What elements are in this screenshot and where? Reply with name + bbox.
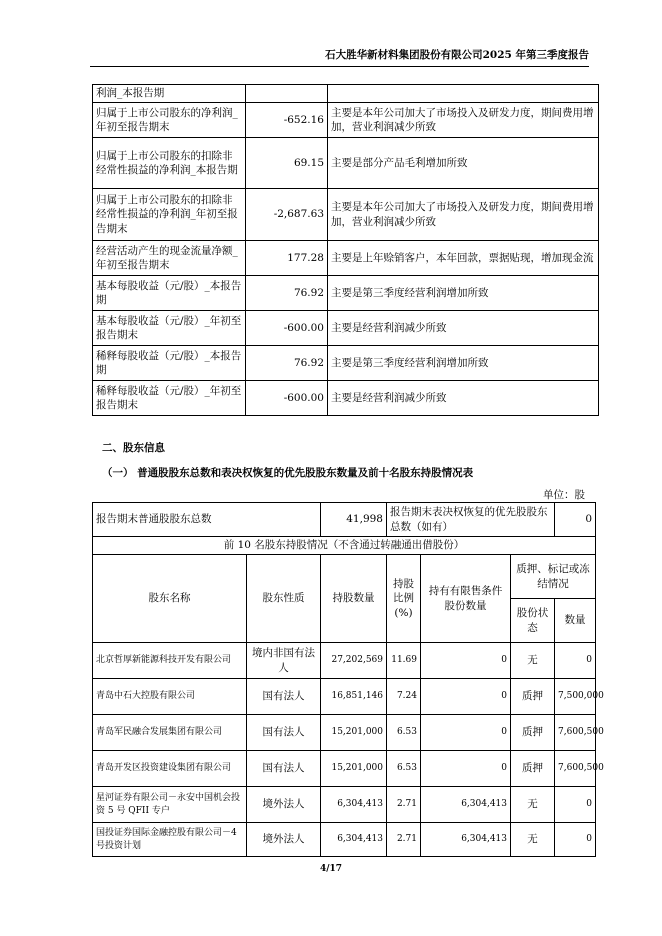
section-subtitle: （一） 普通股股东总数和表决权恢复的优先股股东数量及前十名股东持股情况表 xyxy=(102,467,474,479)
holder-name: 国投证券国际金融控股有限公司－4 号投资计划 xyxy=(93,823,247,857)
table-row xyxy=(93,346,599,381)
holder-status: 无 xyxy=(511,787,555,823)
item-cell: 基本每股收益（元/股）_年初至报告期末 xyxy=(93,311,246,346)
value-cell: -2,687.63 xyxy=(246,189,328,241)
table-row xyxy=(93,787,596,823)
table-row xyxy=(93,537,596,555)
table-row xyxy=(93,715,596,751)
holder-shares: 6,304,413 xyxy=(321,787,387,823)
holder-restricted: 6,304,413 xyxy=(421,823,511,857)
value-cell: 76.92 xyxy=(246,346,328,381)
item-cell: 归属于上市公司股东的扣除非经常性损益的净利润_年初至报告期末 xyxy=(93,189,246,241)
header-name: 股东名称 xyxy=(93,555,247,643)
holder-ratio: 6.53 xyxy=(387,715,421,751)
holder-ratio: 6.53 xyxy=(387,751,421,787)
holder-nature: 境内非国有法人 xyxy=(247,643,321,679)
header-shares: 持股数量 xyxy=(321,555,387,643)
item-cell: 经营活动产生的现金流量净额_年初至报告期末 xyxy=(93,241,246,276)
holder-ratio: 11.69 xyxy=(387,643,421,679)
shareholder-table xyxy=(92,502,604,857)
total-holders-value: 41,998 xyxy=(321,503,387,537)
holder-shares: 15,201,000 xyxy=(321,715,387,751)
table-row xyxy=(93,85,599,103)
table-row xyxy=(93,276,599,311)
holder-shares: 15,201,000 xyxy=(321,751,387,787)
header-qty: 数量 xyxy=(555,599,596,643)
table-row xyxy=(93,751,596,787)
holder-restricted: 0 xyxy=(421,715,511,751)
holder-qty: 7,600,500 xyxy=(555,751,596,787)
holder-restricted: 0 xyxy=(421,643,511,679)
header-ratio: 持股比例(%) xyxy=(387,555,421,643)
table-row xyxy=(93,823,596,857)
header-nature: 股东性质 xyxy=(247,555,321,643)
table-row xyxy=(93,503,596,537)
pref-holders-value: 0 xyxy=(555,503,596,537)
holder-status: 无 xyxy=(511,643,555,679)
value-cell: -600.00 xyxy=(246,381,328,416)
pref-holders-label: 报告期末表决权恢复的优先股股东总数（如有） xyxy=(387,503,555,537)
holder-ratio: 7.24 xyxy=(387,679,421,715)
table-row xyxy=(93,189,599,241)
item-cell: 利润_本报告期 xyxy=(93,85,246,103)
value-cell: -652.16 xyxy=(246,103,328,138)
item-cell: 基本每股收益（元/股）_本报告期 xyxy=(93,276,246,311)
table-row xyxy=(93,643,596,679)
top10-title: 前 10 名股东持股情况（不含通过转融通出借股份） xyxy=(93,537,596,555)
reason-cell: 主要是经营利润减少所致 xyxy=(328,311,599,346)
table-row xyxy=(93,679,596,715)
reason-cell: 主要是第三季度经营利润增加所致 xyxy=(328,276,599,311)
holder-shares: 27,202,569 xyxy=(321,643,387,679)
holder-name: 青岛中石大控股有限公司 xyxy=(93,679,247,715)
value-cell: 76.92 xyxy=(246,276,328,311)
value-cell: -600.00 xyxy=(246,311,328,346)
holder-name: 青岛军民融合发展集团有限公司 xyxy=(93,715,247,751)
value-cell: 69.15 xyxy=(246,138,328,189)
item-cell: 稀释每股收益（元/股）_年初至报告期末 xyxy=(93,381,246,416)
holder-status: 质押 xyxy=(511,679,555,715)
table-row xyxy=(93,241,599,276)
holder-status: 无 xyxy=(511,823,555,857)
header-pledge: 质押、标记或冻结情况 xyxy=(511,555,596,599)
holder-name: 青岛开发区投资建设集团有限公司 xyxy=(93,751,247,787)
section-title: 二、股东信息 xyxy=(102,442,165,454)
holder-qty: 0 xyxy=(555,823,596,857)
holder-qty: 0 xyxy=(555,787,596,823)
holder-restricted: 6,304,413 xyxy=(421,787,511,823)
holder-nature: 境外法人 xyxy=(247,823,321,857)
holder-ratio: 2.71 xyxy=(387,823,421,857)
table-row xyxy=(93,138,599,189)
reason-cell: 主要是部分产品毛利增加所致 xyxy=(328,138,599,189)
page-number: 4/17 xyxy=(319,864,343,874)
unit-label: 单位：股 xyxy=(543,489,585,501)
table-row xyxy=(93,311,599,346)
holder-restricted: 0 xyxy=(421,751,511,787)
holder-name: 北京哲厚新能源科技开发有限公司 xyxy=(93,643,247,679)
holder-qty: 0 xyxy=(555,643,596,679)
holder-shares: 6,304,413 xyxy=(321,823,387,857)
table-row xyxy=(93,103,599,138)
profit-change-table xyxy=(92,84,599,416)
holder-ratio: 2.71 xyxy=(387,787,421,823)
header-restricted: 持有有限售条件股份数量 xyxy=(421,555,511,643)
table-row xyxy=(93,381,599,416)
holder-qty: 7,600,500 xyxy=(555,715,596,751)
holder-restricted: 0 xyxy=(421,679,511,715)
header-status: 股份状态 xyxy=(511,599,555,643)
holder-nature: 国有法人 xyxy=(247,715,321,751)
holder-nature: 境外法人 xyxy=(247,787,321,823)
table-header-row xyxy=(93,555,596,599)
holder-shares: 16,851,146 xyxy=(321,679,387,715)
value-cell xyxy=(246,85,328,103)
reason-cell: 主要是上年赊销客户，本年回款，票据贴现，增加现金流 xyxy=(328,241,599,276)
holder-status: 质押 xyxy=(511,751,555,787)
holder-status: 质押 xyxy=(511,715,555,751)
holder-name: 星河证券有限公司－永安中国机会投资 5 号 QFII 专户 xyxy=(93,787,247,823)
reason-cell: 主要是经营利润减少所致 xyxy=(328,381,599,416)
total-holders-label: 报告期末普通股股东总数 xyxy=(93,503,321,537)
holder-nature: 国有法人 xyxy=(247,751,321,787)
holder-nature: 国有法人 xyxy=(247,679,321,715)
item-cell: 归属于上市公司股东的净利润_年初至报告期末 xyxy=(93,103,246,138)
reason-cell: 主要是本年公司加大了市场投入及研发力度，期间费用增加，营业利润减少所致 xyxy=(328,189,599,241)
holder-qty: 7,500,000 xyxy=(555,679,596,715)
report-header: 石大胜华新材料集团股份有限公司2025 年第三季度报告 xyxy=(90,47,589,67)
item-cell: 归属于上市公司股东的扣除非经常性损益的净利润_本报告期 xyxy=(93,138,246,189)
value-cell: 177.28 xyxy=(246,241,328,276)
reason-cell: 主要是第三季度经营利润增加所致 xyxy=(328,346,599,381)
reason-cell: 主要是本年公司加大了市场投入及研发力度，期间费用增加，营业利润减少所致 xyxy=(328,103,599,138)
reason-cell xyxy=(328,85,599,103)
item-cell: 稀释每股收益（元/股）_本报告期 xyxy=(93,346,246,381)
